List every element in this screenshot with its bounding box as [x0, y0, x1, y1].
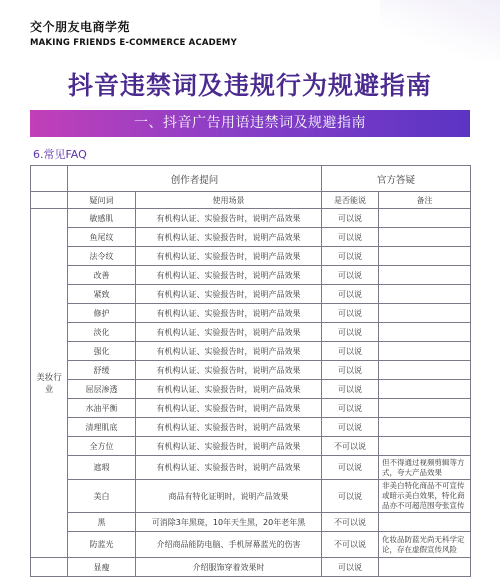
- table-row: [31, 380, 471, 399]
- allowed-cell: 可以说: [322, 418, 379, 437]
- term-cell: 舒缓: [68, 361, 136, 380]
- table-row: [31, 399, 471, 418]
- remark-cell: 但不得通过视频剪辑等方式，夸大产品效果: [379, 456, 471, 480]
- remark-cell: [379, 304, 471, 323]
- scenario-cell: 有机构认证、实验报告时，说明产品效果: [136, 247, 322, 266]
- brand-name-cn: 交个朋友电商学苑: [30, 20, 131, 34]
- table-row: [31, 437, 471, 456]
- term-cell: 法令纹: [68, 247, 136, 266]
- category-cell-continued: [31, 558, 68, 577]
- remark-cell: [379, 361, 471, 380]
- remark-cell: [379, 437, 471, 456]
- scenario-cell: 商品有特化证明时，说明产品效果: [136, 480, 322, 513]
- table-row: [31, 513, 471, 532]
- allowed-cell: 不可以说: [322, 513, 379, 532]
- term-cell: 敏感肌: [68, 209, 136, 228]
- scenario-cell: 介绍商品能防电脑、手机屏幕蓝光的伤害: [136, 532, 322, 558]
- table-row: [31, 285, 471, 304]
- column-header-term: 疑问词: [68, 192, 136, 209]
- allowed-cell: 可以说: [322, 285, 379, 304]
- column-header-row: [31, 192, 471, 209]
- faq-table: [30, 165, 471, 577]
- allowed-cell: 可以说: [322, 304, 379, 323]
- corner-decoration: [380, 0, 500, 60]
- allowed-cell: 可以说: [322, 380, 379, 399]
- remark-cell: [379, 399, 471, 418]
- category-header-cell: [31, 192, 68, 209]
- remark-cell: [379, 558, 471, 577]
- allowed-cell: 可以说: [322, 209, 379, 228]
- term-cell: 水油平衡: [68, 399, 136, 418]
- allowed-cell: 不可以说: [322, 532, 379, 558]
- term-cell: 美白: [68, 480, 136, 513]
- brand-logo: [30, 18, 237, 48]
- remark-cell: [379, 323, 471, 342]
- term-cell: 防蓝光: [68, 532, 136, 558]
- faq-label: 6.常见FAQ: [33, 148, 87, 161]
- allowed-cell: 可以说: [322, 361, 379, 380]
- remark-cell: [379, 380, 471, 399]
- scenario-cell: 有机构认证、实验报告时，说明产品效果: [136, 418, 322, 437]
- group-header-official: 官方答疑: [322, 166, 471, 192]
- allowed-cell: 可以说: [322, 247, 379, 266]
- remark-cell: 非美白特化商品不可宣传或暗示美白效果，特化商品亦不可超范围夸张宣传: [379, 480, 471, 513]
- allowed-cell: 可以说: [322, 323, 379, 342]
- table-row: [31, 247, 471, 266]
- scenario-cell: 有机构认证、实验报告时，说明产品效果: [136, 380, 322, 399]
- table-row: [31, 418, 471, 437]
- group-header-row: [31, 166, 471, 192]
- scenario-cell: 有机构认证、实验报告时，说明产品效果: [136, 361, 322, 380]
- table-row: [31, 323, 471, 342]
- table-row: [31, 209, 471, 228]
- remark-cell: 化妆品防蓝光尚无科学定论，存在虚假宣传风险: [379, 532, 471, 558]
- scenario-cell: 可消除3年黑斑，10年天生黑，20年老年黑: [136, 513, 322, 532]
- scenario-cell: 有机构认证、实验报告时，说明产品效果: [136, 266, 322, 285]
- group-header-creator: 创作者提问: [68, 166, 322, 192]
- table-row: [31, 558, 471, 577]
- term-cell: 黑: [68, 513, 136, 532]
- table-row: [31, 532, 471, 558]
- term-cell: 显瘦: [68, 558, 136, 577]
- term-cell: 强化: [68, 342, 136, 361]
- term-cell: 淡化: [68, 323, 136, 342]
- scenario-cell: 有机构认证、实验报告时，说明产品效果: [136, 304, 322, 323]
- term-cell: 屈层渗透: [68, 380, 136, 399]
- allowed-cell: 不可以说: [322, 437, 379, 456]
- scenario-cell: 有机构认证、实验报告时，说明产品效果: [136, 456, 322, 480]
- table-row: [31, 342, 471, 361]
- remark-cell: [379, 266, 471, 285]
- allowed-cell: 可以说: [322, 558, 379, 577]
- term-cell: 遮瑕: [68, 456, 136, 480]
- allowed-cell: 可以说: [322, 456, 379, 480]
- table-row: [31, 228, 471, 247]
- corner-cell: [31, 166, 68, 192]
- scenario-cell: 有机构认证、实验报告时，说明产品效果: [136, 323, 322, 342]
- table-row: [31, 361, 471, 380]
- table-row: [31, 304, 471, 323]
- table-row: [31, 480, 471, 513]
- term-cell: 改善: [68, 266, 136, 285]
- brand-name-en: MAKING FRIENDS E-COMMERCE ACADEMY: [30, 38, 237, 48]
- allowed-cell: 可以说: [322, 266, 379, 285]
- table-row: [31, 266, 471, 285]
- remark-cell: [379, 285, 471, 304]
- column-header-scenario: 使用场景: [136, 192, 322, 209]
- category-cell: 美妆行业: [31, 209, 68, 558]
- table-row: [31, 456, 471, 480]
- section-title-bar: 一、抖音广告用语违禁词及规避指南: [30, 110, 470, 137]
- scenario-cell: 有机构认证、实验报告时，说明产品效果: [136, 285, 322, 304]
- remark-cell: [379, 228, 471, 247]
- remark-cell: [379, 418, 471, 437]
- term-cell: 修护: [68, 304, 136, 323]
- allowed-cell: 可以说: [322, 399, 379, 418]
- term-cell: 清理肌底: [68, 418, 136, 437]
- column-header-allowed: 是否能说: [322, 192, 379, 209]
- scenario-cell: 有机构认证、实验报告时，说明产品效果: [136, 342, 322, 361]
- remark-cell: [379, 247, 471, 266]
- scenario-cell: 介绍服饰穿着效果时: [136, 558, 322, 577]
- allowed-cell: 可以说: [322, 228, 379, 247]
- remark-cell: [379, 513, 471, 532]
- scenario-cell: 有机构认证、实验报告时，说明产品效果: [136, 228, 322, 247]
- scenario-cell: 有机构认证、实验报告时，说明产品效果: [136, 209, 322, 228]
- allowed-cell: 可以说: [322, 342, 379, 361]
- scenario-cell: 有机构认证、实验报告时，说明产品效果: [136, 437, 322, 456]
- term-cell: 鱼尾纹: [68, 228, 136, 247]
- allowed-cell: 可以说: [322, 480, 379, 513]
- term-cell: 全方位: [68, 437, 136, 456]
- scenario-cell: 有机构认证、实验报告时，说明产品效果: [136, 399, 322, 418]
- column-header-remark: 备注: [379, 192, 471, 209]
- term-cell: 紧致: [68, 285, 136, 304]
- remark-cell: [379, 209, 471, 228]
- page-title: 抖音违禁词及违规行为规避指南: [67, 71, 432, 100]
- remark-cell: [379, 342, 471, 361]
